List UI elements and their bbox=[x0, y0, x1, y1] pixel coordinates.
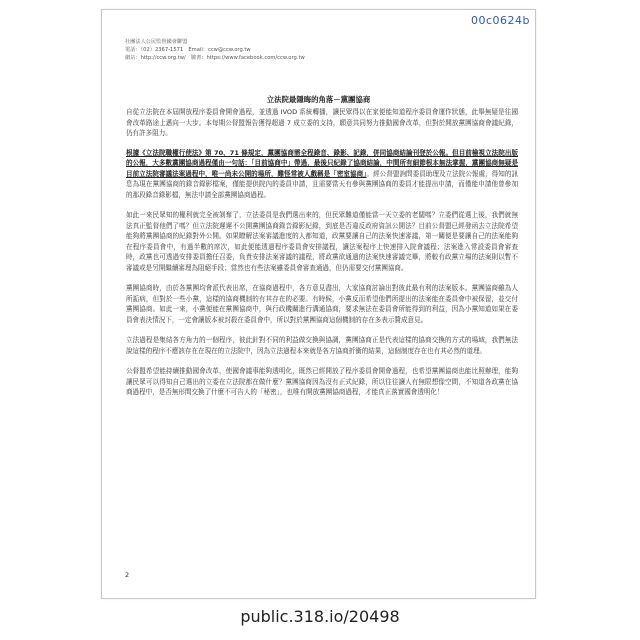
paragraph-2-bold-lead: 根據《立法院職權行使法》第 70、71 條規定，黨團協商需全程錄音、錄影、記錄，併同協商結論刊登於公報。但目前檢視立法院出版的公報，大多數黨團協商過程僅由一句話：「目前協商中」帶過，最後只紀錄了協商結論，中間所有細節根本無法掌握，黨團協商無疑是目前立法院審議法案過程中，唯一尚未公開的場所，難怪常被人戲稱是「密室協商」 bbox=[126, 148, 518, 178]
contact-line: 電話：（02）2367-1571 Email：ccw@ccw.org.tw bbox=[125, 47, 251, 54]
source-watermark: public.318.io/20498 bbox=[240, 607, 400, 626]
paragraph-5: 立法過程是集結各方角力的一個程序，彼此針對不同的利益做交換與協調，黨團協商正是代表這樣的協商交換的方式的場域，我們無法說這樣的程序不應該存在在現在的立法院中，因為立法過程本來就是各方協商折衝的結果，這個制度存在也有其必然的道理。 bbox=[126, 336, 518, 355]
web-line: 網站：http://ccw.org.tw/ 臉書：https://www.facebook.com/ccw.org.tw bbox=[125, 55, 305, 62]
paragraph-2 bbox=[126, 148, 518, 201]
document-body bbox=[126, 107, 518, 408]
archive-id-stamp: 00c0624b bbox=[470, 14, 530, 27]
document-title: 立法院最隱晦的角落－黨團協商 bbox=[266, 95, 371, 104]
document-page bbox=[101, 9, 536, 599]
letterhead bbox=[125, 38, 305, 63]
paragraph-6: 公督盟希望能持續推動國會改革，使國會議事能夠透明化，既然已經開放了程序委員會開會過程，也希望黨團協商也能比照辦理，能夠讓民眾可以得知自己選出的立委在立法院都在做什麼？黨團協商因為沒有正式紀錄，所以往往讓人有無限想像空間，不知道各政黨在協商過程中，是否無形間交換了什麼不可告人的「秘密」，也唯有開放黨團協商過程，才能真正落實國會透明化！ bbox=[126, 367, 518, 396]
paragraph-2-rest: 。經公督盟詢問委員助理及立法院公報處，得知的訊息為現在黨團協商的錄音錄影檔案，僅能提供院內的委員申請，且需要當天有參與黨團協商的委員才能提出申請，而僅能申請他曾參加的那段錄音錄影檔，無法申請全部黨團協商過程。 bbox=[126, 169, 518, 199]
paragraph-1: 自從立法院在本屆開放程序委員會開會過程，並透過 IVOD 系統轉播，讓民眾得以在家便能知道程序委員會運作狀態，此舉無疑是往國會改革路途上邁向一大步。本每期公督盟報告獲得超過 7 成立委的支持，願意共同努力推動國會改革，但對於開放黨團協商會議紀錄，仍有許多阻力。 bbox=[126, 108, 518, 137]
paragraph-4: 黨團協商時，由於各黨團均會派代表出席，在協商過程中，各方意見盡出，大家協商討論出對彼此最有利的法案版本。黨團協商雖為人所詬病，但對於一些小黨，這樣的協商機制的有其存在的必要。有時候，小黨反而希望他們所提出的法案能在委員會中被保留，並交付黨團協商。如此一來，小黨便能在黨團協商中，與行政機關進行溝通協商，要求無法在委員會所能得到的利益，因為小黨知道如果在委員會表決情況下，一定會讓版本被封殺在委員會中，所以對於黨團協商這個機制的存在多表示贊成意見。 bbox=[126, 284, 518, 324]
page-number: 2 bbox=[125, 571, 130, 579]
paragraph-3: 如此一來民眾知的權利就完全被剝奪了，立法委員是我們選出來的，但民眾難道僅能當一天立委的老闆嗎？立委們從選上後，我們就無法真正監督他們了嗎？但立法院遲遲不公開黨團協商錄音錄影紀錄，到底是否違反政府資訊公開法？目前公督盟已經發函去立法院希望能夠將黨團協商的紀錄對外公開。如果瞭解法案審議進度的人都知道，政黨要讓自己的法案快速審議，第一關便是要讓自己的法案能夠在程序委員會中，有過半數的席次，如此便能透過程序委員會安排議程，讓法案程序上快速排入院會議程；法案進入常設委員會審查時，政黨也可透過安排委員擔任召委，負責安排法案審議的議程，將政黨欲通過的法案快速審議完畢，將較有政黨立場的法案則以暫不審議或是另開繼續審理為阻絕手段；當然也有些法案雖委員會審查通過，但仍需要交付黨團協商。 bbox=[126, 211, 518, 272]
org-name: 社團法人公民監督國會聯盟 bbox=[125, 39, 188, 45]
